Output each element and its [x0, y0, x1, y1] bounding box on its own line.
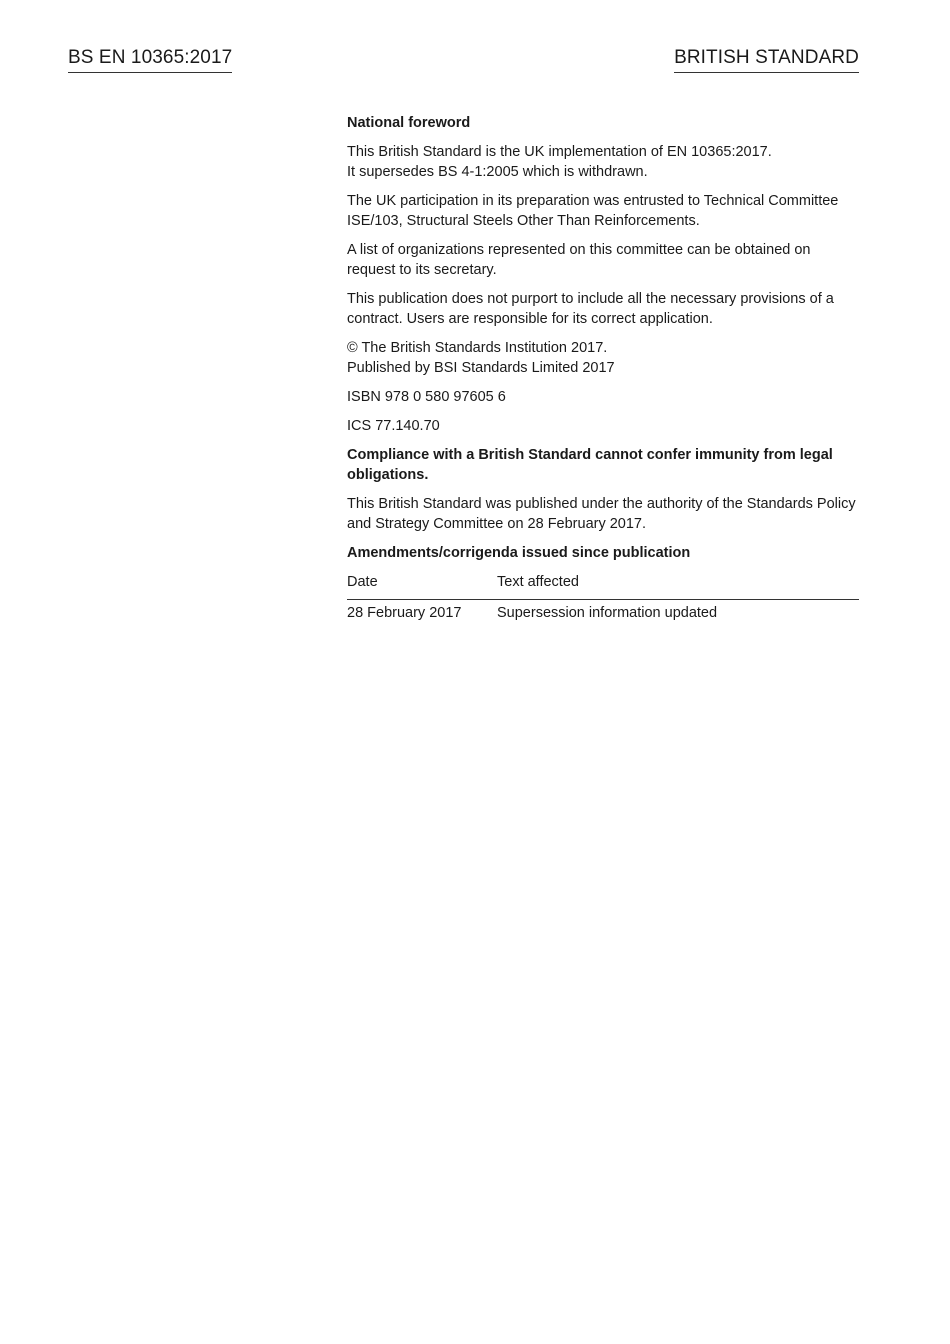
committee-paragraph: The UK participation in its preparation was entrusted to Technical Committee ISE/103, Structural Steels Other Than Reinforcements. [347, 193, 839, 229]
table-header-row [347, 572, 859, 600]
table-row [347, 600, 859, 624]
amendment-date-cell: 28 February 2017 [347, 605, 462, 621]
text-affected-column-header: Text affected [497, 572, 859, 600]
provisions-paragraph: This publication does not purport to include all the necessary provisions of a contract. Users are responsible for its correct application. [347, 291, 834, 327]
isbn-text: ISBN 978 0 580 97605 6 [347, 389, 506, 405]
organizations-paragraph: A list of organizations represented on this committee can be obtained on request to its secretary. [347, 242, 811, 278]
implementation-paragraph [347, 142, 859, 182]
copyright-paragraph [347, 338, 859, 378]
amendment-text-cell: Supersession information updated [497, 605, 718, 621]
publisher-line: Published by BSI Standards Limited 2017 [347, 360, 615, 376]
amendments-table [347, 572, 859, 623]
ics-text: ICS 77.140.70 [347, 418, 440, 434]
supersedes-line: It supersedes BS 4-1:2005 which is withdrawn. [347, 164, 648, 180]
section-title: National foreword [347, 115, 471, 131]
date-column-header: Date [347, 572, 497, 600]
document-id-header: BS EN 10365:2017 [68, 46, 232, 73]
national-foreword-section [347, 113, 859, 623]
document-type-header: BRITISH STANDARD [674, 46, 859, 73]
authority-paragraph: This British Standard was published under the authority of the Standards Policy and Strategy Committee on 28 February 2017. [347, 496, 856, 532]
copyright-line: © The British Standards Institution 2017. [347, 340, 608, 356]
compliance-notice: Compliance with a British Standard cannot confer immunity from legal obligations. [347, 447, 833, 483]
implementation-line: This British Standard is the UK implementation of EN 10365:2017. [347, 144, 772, 160]
amendments-title: Amendments/corrigenda issued since publication [347, 545, 691, 561]
